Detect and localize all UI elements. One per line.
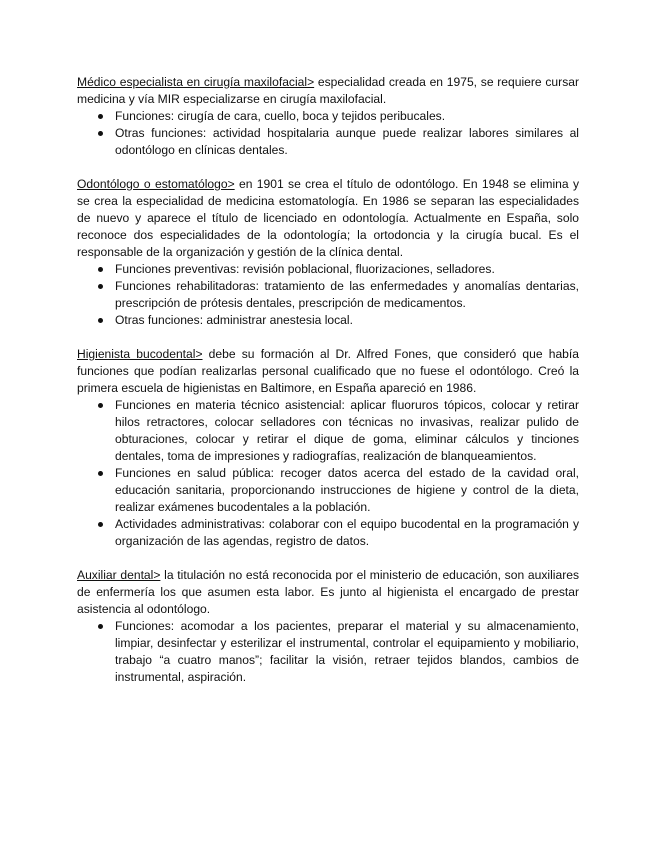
- bullet-item: [77, 261, 579, 278]
- section-text: especialidad creada en 1975, se requiere cursar medicina y vía MIR especializarse en cirugía maxilofacial.: [77, 75, 579, 106]
- bullet-item: [77, 618, 579, 686]
- bullet-text: Funciones: acomodar a los pacientes, preparar el material y su almacenamiento, limpiar, desinfectar y esterilizar el instrumental, controlar el equipamiento y mobiliario, trabajo “a cuatro manos”; facilitar la visión, retraer tejidos blandos, cambios de instrumental, aspiración.: [115, 619, 579, 684]
- bullet-text: Actividades administrativas: colaborar con el equipo bucodental en la programación y organización de las agendas, registro de datos.: [115, 517, 579, 548]
- section-text: la titulación no está reconocida por el ministerio de educación, son auxiliares de enfermería los que asumen esta labor. Es junto al higienista el encargado de prestar asistencia al odontólogo.: [77, 568, 579, 616]
- bullet-item: [77, 108, 579, 125]
- section-text: debe su formación al Dr. Alfred Fones, que consideró que había funciones que podían realizarlas personal cualificado que no fuese el odontólogo. Creó la primera escuela de higienistas en Baltimore, en España apareció en 1986.: [77, 347, 579, 395]
- bullet-item: [77, 125, 579, 159]
- section-heading: Higienista bucodental>: [77, 347, 203, 361]
- section-heading: Médico especialista en cirugía maxilofacial>: [77, 75, 315, 89]
- bullet-icon: [98, 403, 103, 408]
- section-odontologo: [77, 176, 579, 329]
- section-paragraph: [77, 346, 579, 397]
- bullet-text: Funciones en salud pública: recoger datos acerca del estado de la cavidad oral, educación sanitaria, proporcionando instrucciones de higiene y control de la dieta, realizar exámenes bucodentales a la población.: [115, 466, 579, 514]
- section-paragraph: [77, 567, 579, 618]
- bullet-icon: [98, 284, 103, 289]
- bullet-text: Otras funciones: administrar anestesia local.: [115, 313, 353, 327]
- section-heading: Auxiliar dental>: [77, 568, 161, 582]
- section-text: en 1901 se crea el título de odontólogo. En 1948 se elimina y se crea la especialidad de medicina estomatología. En 1986 se separan las especialidades de nuevo y aparece el título de licenciado en odontología. Actualmente en España, solo reconoce dos especialidades de la odontología; la ortodoncia y la cirugía bucal. Es el responsable de la organización y gestión de la clínica dental.: [77, 177, 579, 259]
- section-auxiliar: [77, 567, 579, 686]
- section-maxilofacial: [77, 74, 579, 159]
- bullet-icon: [98, 114, 103, 119]
- bullet-text: Funciones preventivas: revisión poblacional, fluorizaciones, selladores.: [115, 262, 495, 276]
- bullet-list: [77, 108, 579, 159]
- bullet-item: [77, 278, 579, 312]
- bullet-icon: [98, 522, 103, 527]
- bullet-text: Otras funciones: actividad hospitalaria aunque puede realizar labores similares al odontólogo en clínicas dentales.: [115, 126, 579, 157]
- bullet-list: [77, 261, 579, 329]
- section-paragraph: [77, 74, 579, 108]
- bullet-item: [77, 312, 579, 329]
- section-heading: Odontólogo o estomatólogo>: [77, 177, 235, 191]
- bullet-icon: [98, 318, 103, 323]
- bullet-icon: [98, 471, 103, 476]
- section-paragraph: [77, 176, 579, 261]
- bullet-text: Funciones: cirugía de cara, cuello, boca y tejidos peribucales.: [115, 109, 446, 123]
- bullet-icon: [98, 624, 103, 629]
- bullet-text: Funciones rehabilitadoras: tratamiento de las enfermedades y anomalías dentarias, prescripción de prótesis dentales, prescripción de medicamentos.: [115, 279, 579, 310]
- bullet-item: [77, 397, 579, 465]
- bullet-item: [77, 465, 579, 516]
- bullet-list: [77, 397, 579, 550]
- bullet-text: Funciones en materia técnico asistencial: aplicar fluoruros tópicos, colocar y retirar hilos retractores, colocar selladores con técnicas no invasivas, realizar pulido de obturaciones, colocar y retirar el dique de goma, eliminar cálculos y tinciones dentales, toma de impresiones y radiografías, realización de blanqueamientos.: [115, 398, 579, 463]
- bullet-icon: [98, 131, 103, 136]
- section-higienista: [77, 346, 579, 550]
- bullet-list: [77, 618, 579, 686]
- document-page: [77, 74, 579, 703]
- bullet-item: [77, 516, 579, 550]
- bullet-icon: [98, 267, 103, 272]
